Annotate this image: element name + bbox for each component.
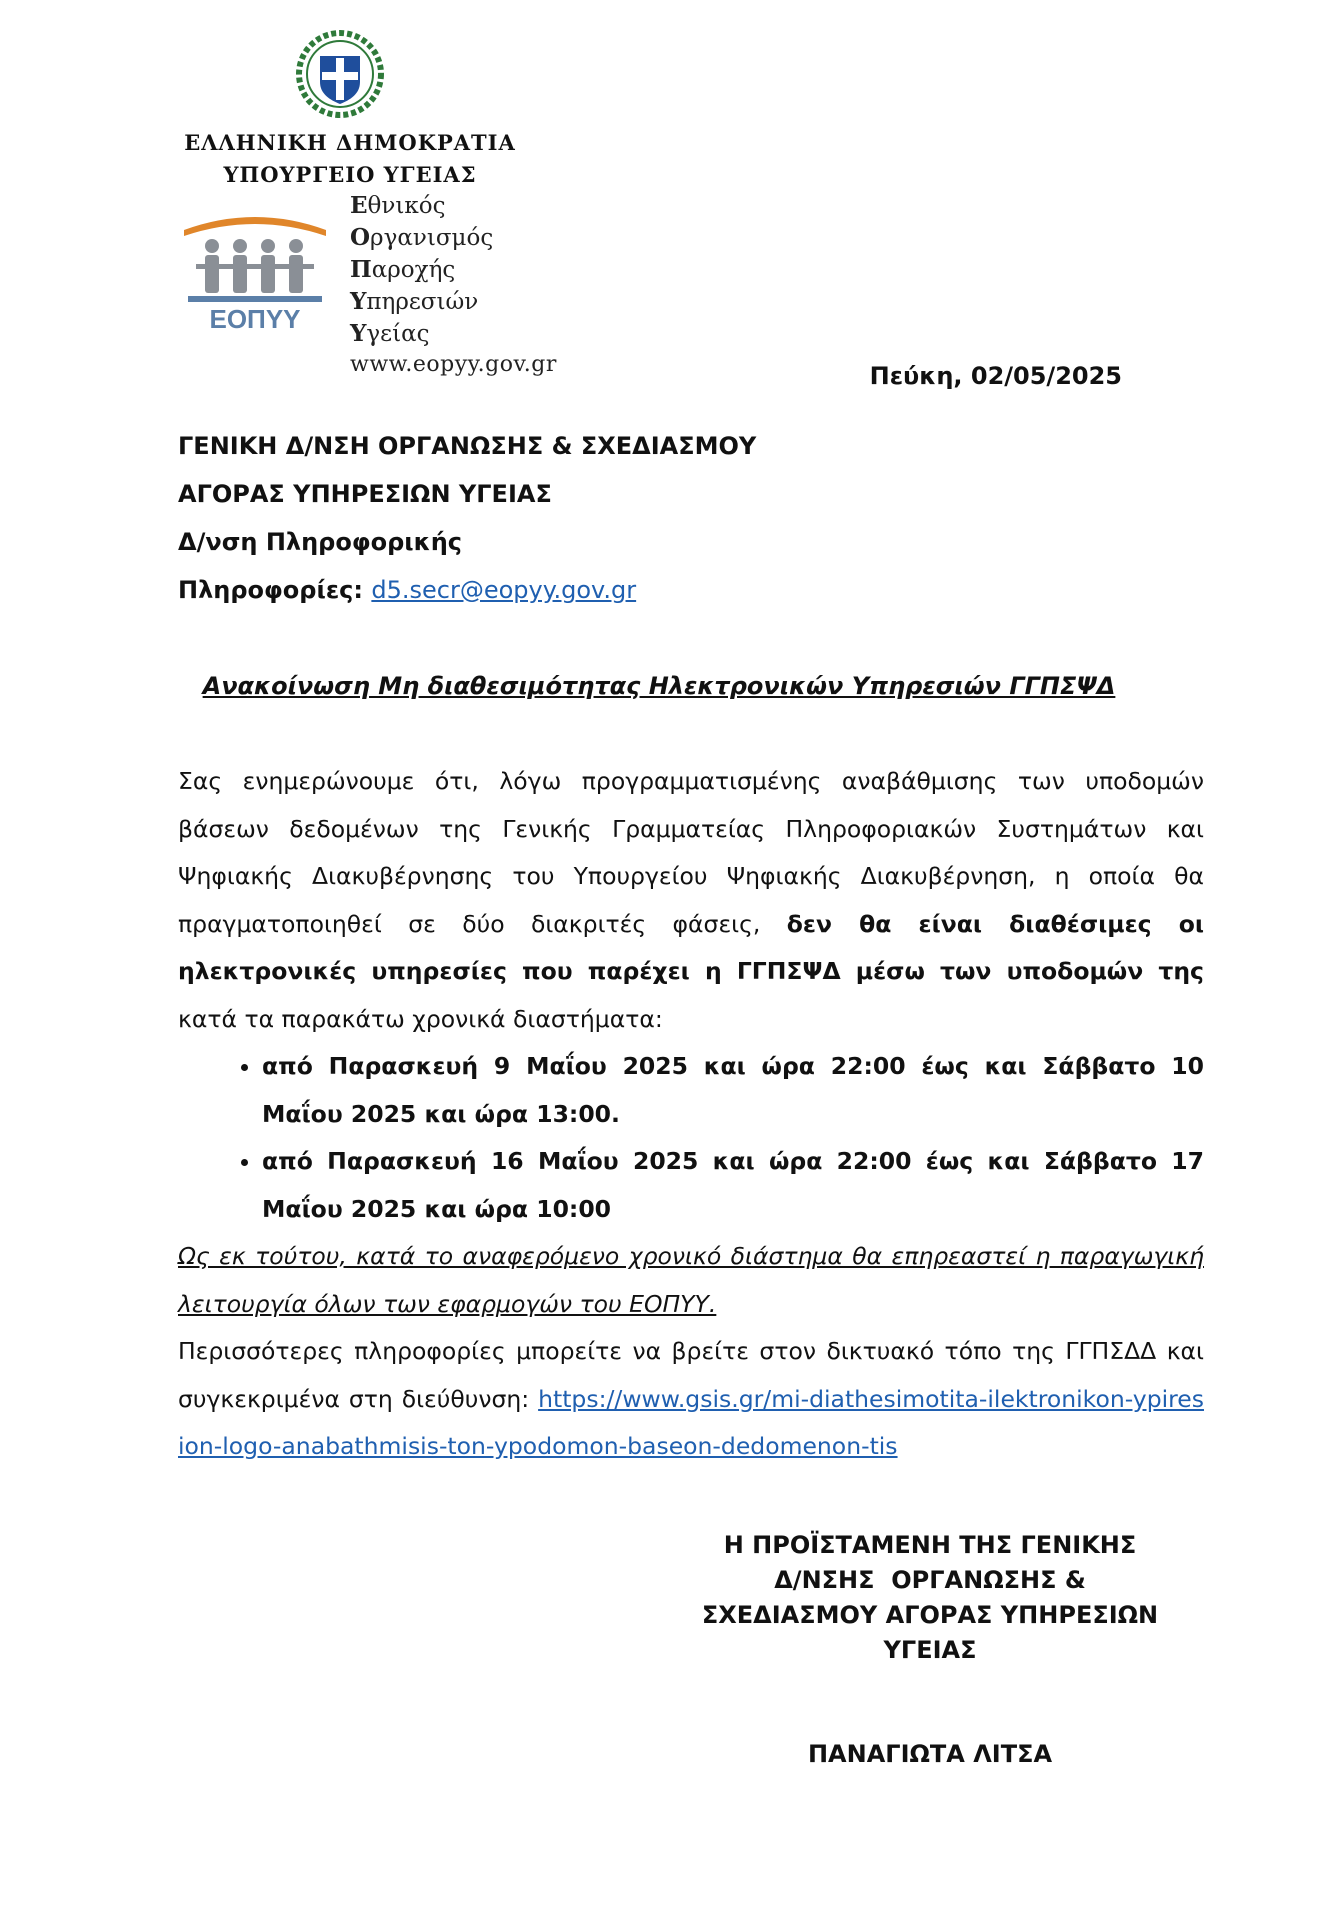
organization-url: www.eopyy.gov.gr — [350, 352, 557, 377]
info-email-link[interactable]: d5.secr@eopyy.gov.gr — [371, 576, 637, 604]
ministry-name: ΥΠΟΥΡΓΕΙΟ ΥΓΕΙΑΣ — [223, 162, 477, 187]
gsis-info-link[interactable]: https://www.gsis.gr/mi-diathesimotita-ilektronikon-ypiresion-logo-anabathmisis-ton-ypodomon-baseon-dedomenon-tis — [178, 1384, 1204, 1460]
paragraph-3: Περισσότερες πληροφορίες μπορείτε να βρείτε στον δικτυακό τόπο της ΓΓΠΣΔΔ και συγκεκριμένα στη διεύθυνση: https://www.gsis.gr/mi-diathesimotita-ilektronikon-ypiresion-logo-anabathmisis-ton-ypodomon-baseon-dedomenon-tis — [178, 1337, 1204, 1460]
info-line — [178, 576, 636, 604]
signature-title-3: ΣΧΕΔΙΑΣΜΟΥ ΑΓΟΡΑΣ ΥΠΗΡΕΣΙΩΝ — [701, 1601, 1159, 1629]
org-word-3: Παροχής — [350, 256, 456, 283]
hellenic-republic-seal-icon — [296, 30, 384, 118]
outage-periods-list — [178, 1043, 1204, 1233]
signatory-name: ΠΑΝΑΓΙΩΤΑ ΛΙΤΣΑ — [807, 1740, 1053, 1768]
outage-period-1: • από Παρασκευή 9 Μαΐου 2025 και ώρα 22:00 έως και Σάββατο 10 Μαΐου 2025 και ώρα 13:00. — [262, 1043, 1204, 1138]
document-date: Πεύκη, 02/05/2025 — [869, 362, 1122, 390]
announcement-body — [178, 758, 1204, 1471]
org-word-4: Υπηρεσιών — [350, 288, 479, 315]
government-name: ΕΛΛΗΝΙΚΗ ΔΗΜΟΚΡΑΤΙΑ — [184, 130, 516, 155]
announcement-title: Ανακοίνωση Μη διαθεσιμότητας Ηλεκτρονικών Υπηρεσιών ΓΓΠΣΨΔ — [202, 672, 1116, 700]
paragraph-2: Ως εκ τούτου, κατά το αναφερόμενο χρονικό διάστημα θα επηρεαστεί η παραγωγική λειτουργία όλων των εφαρμογών του ΕΟΠΥΥ. — [178, 1242, 1204, 1318]
department-line-1: ΓΕΝΙΚΗ Δ/ΝΣΗ ΟΡΓΑΝΩΣΗΣ & ΣΧΕΔΙΑΣΜΟΥ — [178, 432, 757, 460]
signature-title-4: ΥΓΕΙΑΣ — [883, 1636, 977, 1664]
eopyy-logo-text: ΕΟΠΥΥ — [209, 304, 301, 334]
signature-title-1: Η ΠΡΟΪΣΤΑΜΕΝΗ ΤΗΣ ΓΕΝΙΚΗΣ — [723, 1531, 1137, 1559]
department-line-3: Δ/νση Πληροφορικής — [178, 528, 463, 556]
org-word-2: Οργανισμός — [350, 224, 494, 251]
eopyy-logo-icon — [180, 200, 330, 335]
org-word-5: Υγείας — [350, 320, 430, 347]
signature-title-2: Δ/ΝΣΗΣ ΟΡΓΑΝΩΣΗΣ & — [774, 1566, 1086, 1594]
organization-full-name — [350, 190, 493, 350]
org-word-1: Εθνικός — [350, 192, 446, 219]
paragraph-1: Σας ενημερώνουμε ότι, λόγω προγραμματισμένης αναβάθμισης των υποδομών βάσεων δεδομένων της Γενικής Γραμματείας Πληροφοριακών Συστημάτων και Ψηφιακής Διακυβέρνησης του Υπουργείου Ψηφιακής Διακυβέρνηση, η οποία θα πραγματοποιηθεί σε δύο διακριτές φάσεις, δεν θα είναι διαθέσιμες οι ηλεκτρονικές υπηρεσίες που παρέχει η ΓΓΠΣΨΔ μέσω των υποδομών της κατά τα παρακάτω χρονικά διαστήματα: — [178, 767, 1205, 1033]
signature-block — [670, 1528, 1190, 1668]
info-label: Πληροφορίες: — [178, 576, 364, 604]
department-line-2: ΑΓΟΡΑΣ ΥΠΗΡΕΣΙΩΝ ΥΓΕΙΑΣ — [178, 480, 552, 508]
outage-period-2: • από Παρασκευή 16 Μαΐου 2025 και ώρα 22:00 έως και Σάββατο 17 Μαΐου 2025 και ώρα 10:00 — [262, 1138, 1204, 1233]
